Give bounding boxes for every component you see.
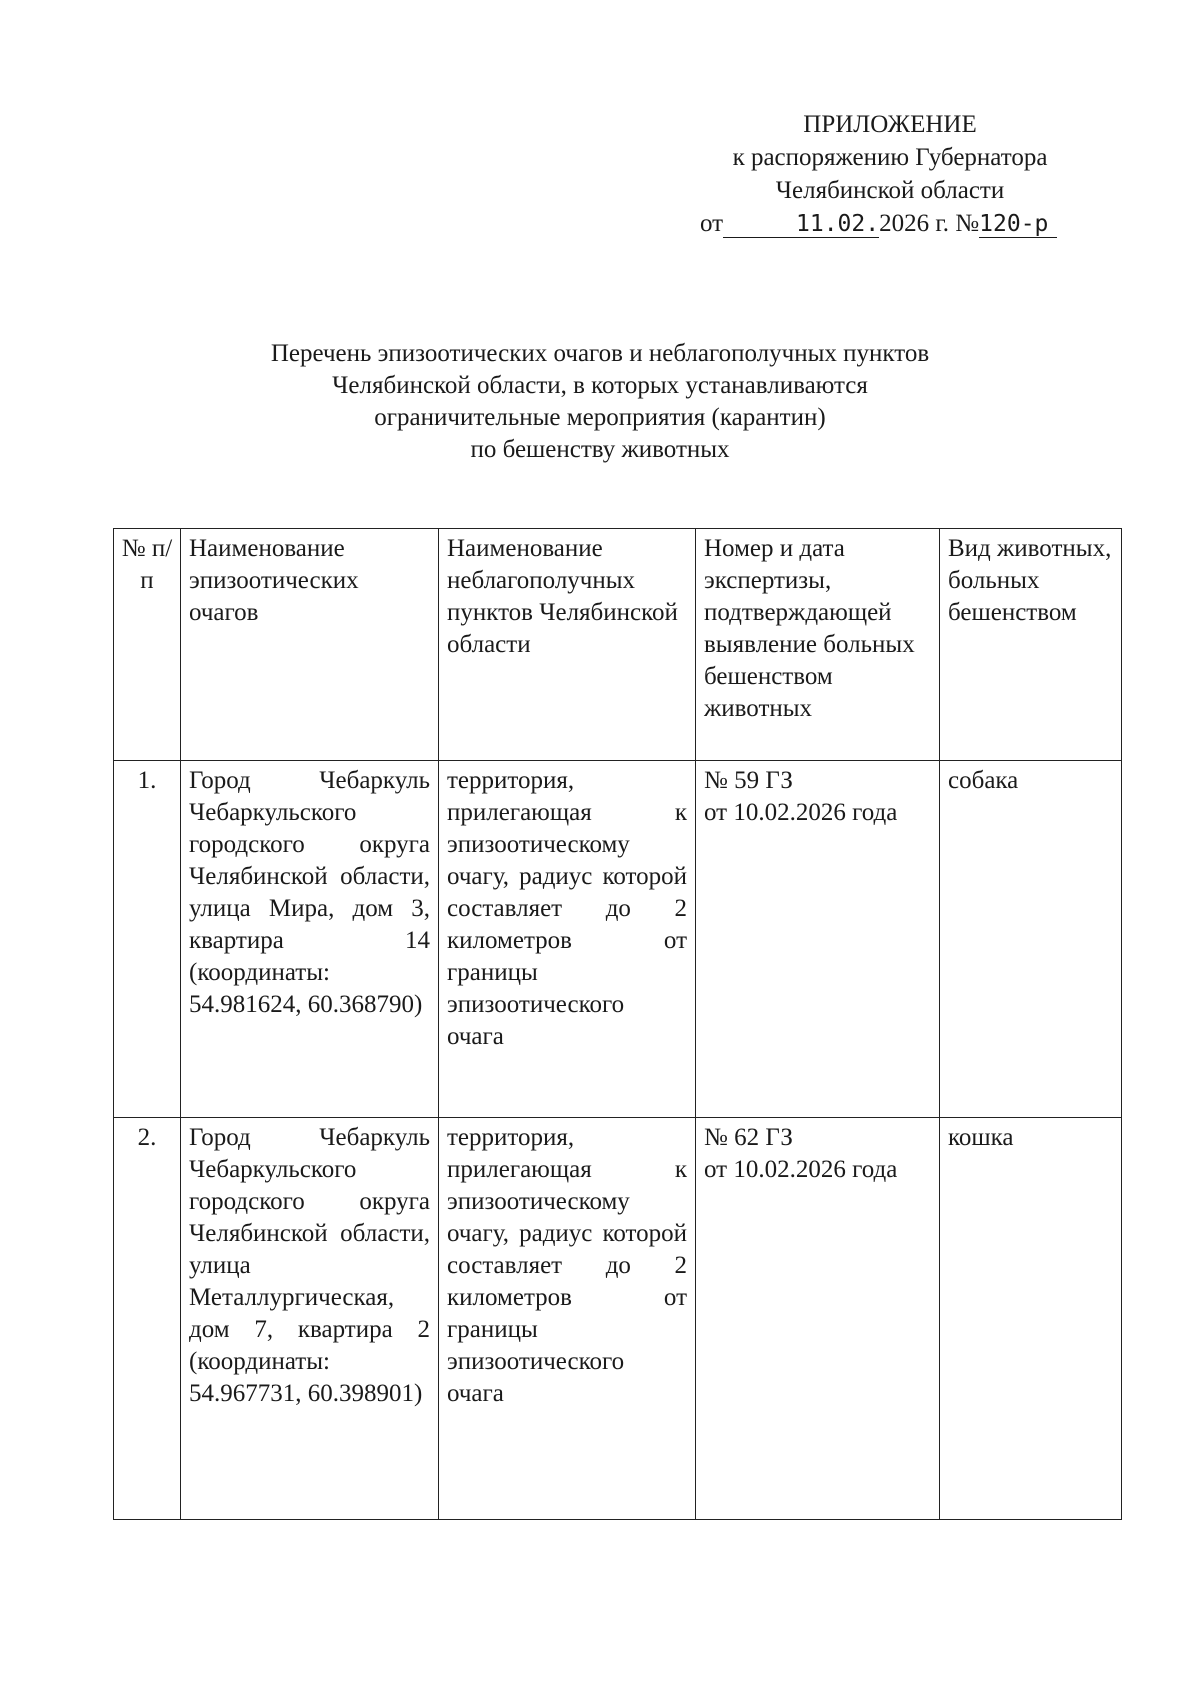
expertise-date: от 10.02.2026 года: [704, 1156, 898, 1183]
column-header-point: Наименование неблагополучных пунктов Челябинской области: [439, 529, 696, 761]
row-point: территория, прилегающая к эпизоотическому очагу, радиус которой составляет до 2 километров от границы эпизоотического очага: [439, 761, 696, 1118]
expertise-number: № 59 ГЗ: [704, 767, 793, 794]
column-header-expertise: Номер и дата экспертизы, подтверждающей выявление больных бешенством животных: [696, 529, 940, 761]
table-row: [114, 1118, 1122, 1520]
row-number: 1.: [114, 761, 181, 1118]
expertise-number: № 62 ГЗ: [704, 1124, 793, 1151]
title-line-3: ограничительные мероприятия (карантин): [374, 404, 826, 431]
column-header-number: № п/п: [114, 529, 181, 761]
column-header-focus: Наименование эпизоотических очагов: [181, 529, 439, 761]
quarantine-table: [113, 528, 1122, 1520]
year-suffix: 2026 г. №: [879, 210, 980, 237]
row-expertise: [696, 761, 940, 1118]
row-expertise: [696, 1118, 940, 1520]
table-header-row: [114, 529, 1122, 761]
appendix-header: [680, 108, 1100, 240]
row-focus: Город Чебаркуль Чебаркульского городского округа Челябинской области, улица Мира, дом 3, квартира 14 (координаты: 54.981624, 60.368790): [181, 761, 439, 1118]
order-reference: к распоряжению Губернатора: [732, 144, 1048, 171]
region-name: Челябинской области: [775, 177, 1005, 204]
row-animal: собака: [940, 761, 1122, 1118]
title-line-4: по бешенству животных: [470, 436, 730, 463]
document-title: [160, 338, 1040, 466]
title-line-1: Перечень эпизоотических очагов и неблагополучных пунктов: [270, 340, 930, 367]
column-header-animal: Вид животных, больных бешенством: [940, 529, 1122, 761]
table-row: [114, 761, 1122, 1118]
date-prefix: от: [700, 210, 724, 237]
order-number: 120-р: [979, 211, 1057, 238]
expertise-date: от 10.02.2026 года: [704, 799, 898, 826]
title-line-2: Челябинской области, в которых устанавливаются: [332, 372, 868, 399]
order-date: 11.02.: [723, 211, 879, 238]
appendix-label: ПРИЛОЖЕНИЕ: [803, 111, 977, 138]
order-date-number: [680, 207, 1100, 240]
row-point: территория, прилегающая к эпизоотическому очагу, радиус которой составляет до 2 километров от границы эпизоотического очага: [439, 1118, 696, 1520]
row-animal: кошка: [940, 1118, 1122, 1520]
row-focus: Город Чебаркуль Чебаркульского городского округа Челябинской области, улица Металлургическая, дом 7, квартира 2 (координаты: 54.967731, 60.398901): [181, 1118, 439, 1520]
row-number: 2.: [114, 1118, 181, 1520]
